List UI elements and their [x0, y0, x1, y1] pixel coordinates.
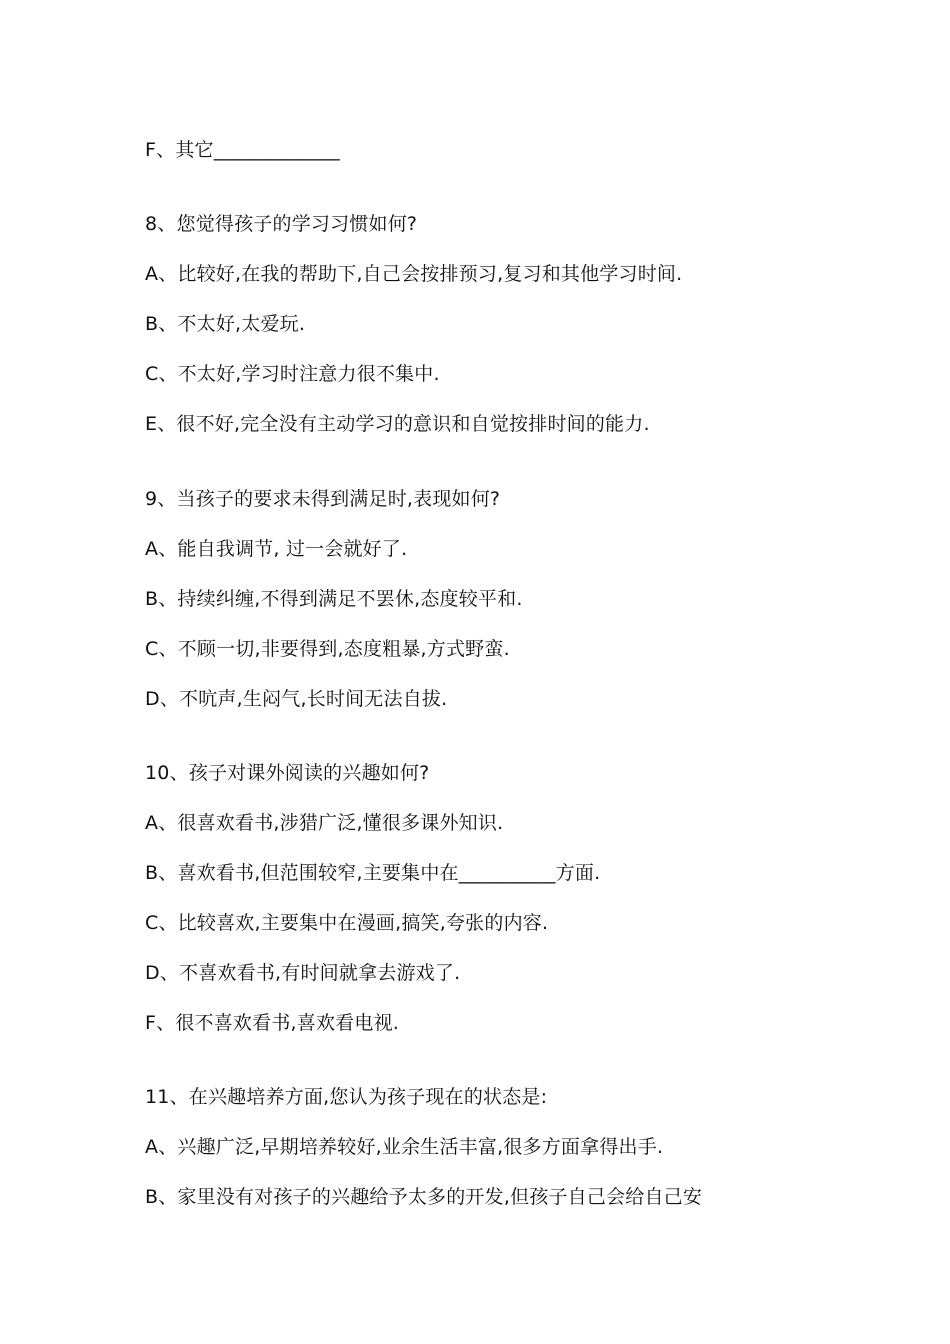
option-8a: A、比较好,在我的帮助下,自己会按排预习,复习和其他学习时间. — [145, 263, 683, 285]
option-9d: D、不吭声,生闷气,长时间无法自拔. — [145, 688, 448, 710]
option-11b: B、家里没有对孩子的兴趣给予太多的开发,但孩子自己会给自己安 — [145, 1186, 703, 1208]
option-10a: A、很喜欢看书,涉猎广泛,懂很多课外知识. — [145, 812, 504, 834]
option-10d: D、不喜欢看书,有时间就拿去游戏了. — [145, 962, 461, 984]
question-8: 8、您觉得孩子的学习习惯如何? — [145, 213, 418, 235]
question-11: 11、在兴趣培养方面,您认为孩子现在的状态是: — [145, 1086, 548, 1108]
option-9a: A、能自我调节, 过一会就好了. — [145, 538, 408, 560]
option-8b: B、不太好,太爱玩. — [145, 313, 306, 335]
option-9b: B、持续纠缠,不得到满足不罢休,态度较平和. — [145, 588, 523, 610]
question-10: 10、孩子对课外阅读的兴趣如何? — [145, 762, 430, 784]
option-9c: C、不顾一切,非要得到,态度粗暴,方式野蛮. — [145, 638, 510, 660]
option-11a: A、兴趣广泛,早期培养较好,业余生活丰富,很多方面拿得出手. — [145, 1136, 664, 1158]
option-10c: C、比较喜欢,主要集中在漫画,搞笑,夸张的内容. — [145, 912, 549, 934]
option-7f: F、其它_____________ — [145, 139, 340, 161]
option-10b: B、喜欢看书,但范围较窄,主要集中在__________方面. — [145, 862, 601, 884]
option-8e: E、很不好,完全没有主动学习的意识和自觉按排时间的能力. — [145, 413, 650, 435]
option-10f: F、很不喜欢看书,喜欢看电视. — [145, 1012, 400, 1034]
option-8c: C、不太好,学习时注意力很不集中. — [145, 363, 440, 385]
question-9: 9、当孩子的要求未得到满足时,表现如何? — [145, 488, 501, 510]
